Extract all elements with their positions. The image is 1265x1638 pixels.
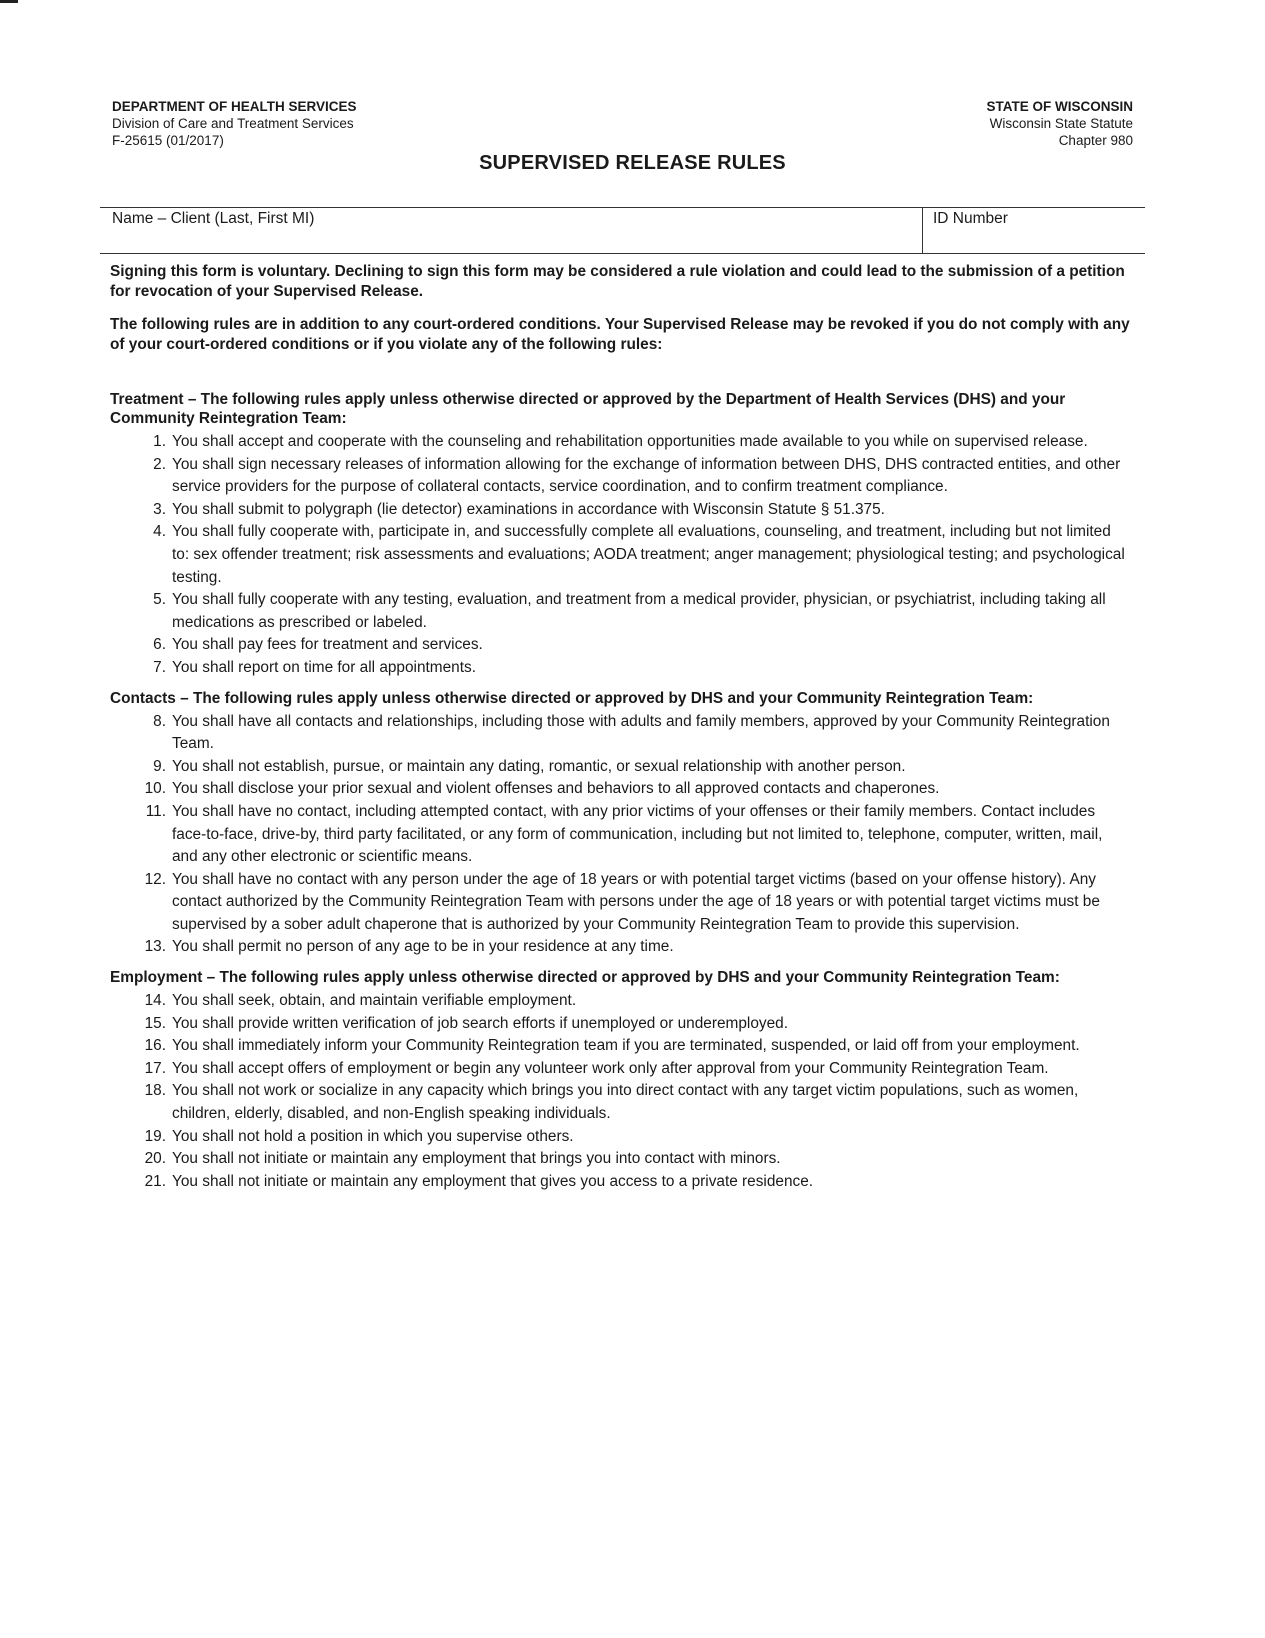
page-title: SUPERVISED RELEASE RULES bbox=[479, 152, 786, 174]
rule-item bbox=[110, 869, 1140, 937]
rule-number: 5. bbox=[153, 591, 166, 609]
rule-item bbox=[110, 778, 1140, 801]
rule-number: 3. bbox=[153, 500, 166, 518]
rule-number: 17. bbox=[144, 1059, 166, 1077]
rule-text: You shall sign necessary releases of information allowing for the exchange of information between DHS, DHS contracted entities, and other service providers for the purpose of collateral contacts, service coordination, and to confirm treatment compliance. bbox=[172, 455, 1121, 496]
department-name: DEPARTMENT OF HEALTH SERVICES bbox=[112, 99, 357, 114]
document-body bbox=[110, 262, 1140, 1193]
rule-text: You shall provide written verification of job search efforts if unemployed or underemployed. bbox=[172, 1014, 788, 1032]
rule-text: You shall not initiate or maintain any employment that brings you into contact with minors. bbox=[172, 1150, 781, 1168]
rule-text: You shall not work or socialize in any capacity which brings you into direct contact with any target victim populations, such as women, children, elderly, disabled, and non-English speaking individuals. bbox=[172, 1082, 1079, 1123]
section-heading: Employment – The following rules apply unless otherwise directed or approved by DHS and your Community Reintegration Team: bbox=[110, 969, 1060, 987]
rule-item bbox=[110, 990, 1140, 1013]
rule-item bbox=[110, 521, 1140, 589]
rule-number: 21. bbox=[144, 1172, 166, 1190]
rule-text: You shall seek, obtain, and maintain verifiable employment. bbox=[172, 992, 577, 1010]
rule-text: You shall immediately inform your Community Reintegration team if you are terminated, suspended, or laid off from your employment. bbox=[172, 1037, 1080, 1055]
rule-text: You shall fully cooperate with, participate in, and successfully complete all evaluations, counseling, and treatment, including but not limited to: sex offender treatment; risk assessments and evaluations; AODA treatment; anger management; physiological testing; and psychological testing. bbox=[172, 523, 1125, 586]
rules-list bbox=[110, 431, 1140, 680]
id-number-field[interactable] bbox=[923, 208, 1145, 253]
rule-number: 12. bbox=[144, 870, 166, 888]
rule-item bbox=[110, 756, 1140, 779]
rule-number: 9. bbox=[153, 757, 166, 775]
rule-number: 18. bbox=[144, 1082, 166, 1100]
division-name: Division of Care and Treatment Services bbox=[112, 116, 354, 131]
rule-number: 1. bbox=[153, 433, 166, 450]
rules-list bbox=[110, 711, 1140, 960]
rule-text: You shall disclose your prior sexual and violent offenses and behaviors to all approved contacts and chaperones. bbox=[172, 780, 940, 798]
rule-text: You shall accept and cooperate with the counseling and rehabilitation opportunities made available to you while on supervised release. bbox=[172, 433, 1088, 450]
id-number-label: ID Number bbox=[933, 210, 1008, 227]
rule-number: 10. bbox=[144, 780, 166, 798]
rule-text: You shall not initiate or maintain any employment that gives you access to a private residence. bbox=[172, 1172, 814, 1190]
scan-mark bbox=[0, 0, 18, 3]
state-name: STATE OF WISCONSIN bbox=[986, 99, 1133, 114]
client-info-row bbox=[100, 207, 1145, 254]
rule-number: 14. bbox=[144, 992, 166, 1010]
chapter: Chapter 980 bbox=[1058, 133, 1133, 148]
voluntary-notice: Signing this form is voluntary. Declining to sign this form may be considered a rule violation and could lead to the submission of a petition for revocation of your Supervised Release. bbox=[110, 263, 1125, 300]
rule-item bbox=[110, 1035, 1140, 1058]
rule-text: You shall pay fees for treatment and services. bbox=[172, 636, 483, 654]
rule-item bbox=[110, 1058, 1140, 1081]
rule-number: 16. bbox=[144, 1037, 166, 1055]
client-name-field[interactable] bbox=[100, 208, 923, 253]
rule-number: 11. bbox=[145, 802, 166, 820]
rule-number: 7. bbox=[153, 658, 166, 676]
rule-item bbox=[110, 711, 1140, 756]
section-heading: Treatment – The following rules apply unless otherwise directed or approved by the Department of Health Services (DHS) and your Community Reintegration Team: bbox=[110, 391, 1066, 427]
rule-number: 8. bbox=[153, 712, 166, 730]
rule-text: You shall submit to polygraph (lie detector) examinations in accordance with Wisconsin Statute § 51.375. bbox=[172, 500, 885, 518]
rule-number: 19. bbox=[144, 1127, 166, 1145]
rule-item bbox=[110, 589, 1140, 634]
rule-number: 6. bbox=[153, 636, 166, 654]
rule-item bbox=[110, 1013, 1140, 1036]
rule-item bbox=[110, 431, 1140, 454]
rule-text: You shall accept offers of employment or begin any volunteer work only after approval from your Community Reintegration Team. bbox=[172, 1059, 1049, 1077]
rule-number: 15. bbox=[144, 1014, 166, 1032]
section-heading: Contacts – The following rules apply unless otherwise directed or approved by DHS and your Community Reintegration Team: bbox=[110, 689, 1034, 707]
rules-notice: The following rules are in addition to any court-ordered conditions. Your Supervised Release may be revoked if you do not comply with any of your court-ordered conditions or if you violate any of the following rules: bbox=[110, 316, 1130, 353]
statute: Wisconsin State Statute bbox=[989, 116, 1133, 131]
form-id: F-25615 (01/2017) bbox=[112, 133, 224, 148]
client-name-label: Name – Client (Last, First MI) bbox=[112, 210, 315, 227]
rule-number: 20. bbox=[144, 1150, 166, 1168]
rule-text: You shall not establish, pursue, or maintain any dating, romantic, or sexual relationship with another person. bbox=[172, 757, 906, 775]
rule-item bbox=[110, 936, 1140, 959]
rule-text: You shall have all contacts and relationships, including those with adults and family members, approved by your Community Reintegration Team. bbox=[172, 712, 1110, 753]
rule-item bbox=[110, 1171, 1140, 1194]
rules-list bbox=[110, 990, 1140, 1193]
rule-text: You shall permit no person of any age to be in your residence at any time. bbox=[172, 938, 674, 956]
rule-item bbox=[110, 634, 1140, 657]
rule-text: You shall not hold a position in which you supervise others. bbox=[172, 1127, 574, 1145]
header-left bbox=[112, 98, 357, 149]
rule-item bbox=[110, 657, 1140, 680]
rule-text: You shall have no contact with any person under the age of 18 years or with potential target victims (based on your offense history). Any contact authorized by the Community Reintegration Team with persons under the age of 18 years or with potential target victims must be supervised by a sober adult chaperone that is authorized by your Community Reintegration Team to provide this supervision. bbox=[172, 870, 1100, 933]
rule-item bbox=[110, 454, 1140, 499]
rule-text: You shall have no contact, including attempted contact, with any prior victims of your offenses or their family members. Contact includes face-to-face, drive-by, third party facilitated, or any form of communication, including but not limited to, telephone, computer, written, mail, and any other electronic or scientific means. bbox=[172, 802, 1103, 866]
rule-number: 2. bbox=[153, 455, 166, 473]
header-right bbox=[987, 98, 1134, 149]
rule-item bbox=[110, 1126, 1140, 1149]
rule-number: 13. bbox=[144, 938, 166, 956]
rule-text: You shall report on time for all appointments. bbox=[172, 658, 476, 676]
rule-item bbox=[110, 1080, 1140, 1125]
rule-number: 4. bbox=[153, 523, 166, 541]
rule-item bbox=[110, 1148, 1140, 1171]
rule-item bbox=[110, 499, 1140, 522]
rule-item bbox=[110, 801, 1140, 869]
rule-text: You shall fully cooperate with any testing, evaluation, and treatment from a medical provider, physician, or psychiatrist, including taking all medications as prescribed or labeled. bbox=[172, 591, 1106, 631]
